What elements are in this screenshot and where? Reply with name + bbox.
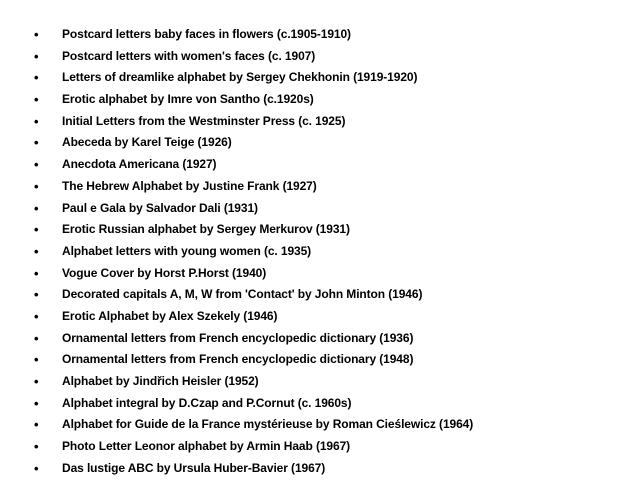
list-item: [34, 351, 473, 373]
list-item: [34, 200, 473, 222]
list-item: [34, 221, 473, 243]
list-item-text: Erotic alphabet by Imre von Santho (c.1920s): [62, 92, 314, 107]
list-item-text: Alphabet letters with young women (c. 1935): [62, 243, 312, 258]
list-item: [34, 69, 473, 91]
list-item: [34, 438, 473, 460]
bullet-icon: •: [34, 200, 39, 216]
bullet-icon: •: [34, 178, 39, 194]
list-item: [34, 156, 473, 178]
list-item: [34, 48, 473, 70]
bullet-icon: •: [34, 417, 39, 433]
list-item: [34, 113, 473, 135]
list-item: [34, 286, 473, 308]
list-item-text: Ornamental letters from French encyclopedic dictionary (1948): [62, 352, 414, 367]
bullet-icon: •: [34, 287, 39, 303]
list-item-text: Photo Letter Leonor alphabet by Armin Haab (1967): [62, 439, 351, 454]
bullet-icon: •: [34, 352, 39, 368]
list-item: [34, 91, 473, 113]
bullet-icon: •: [34, 135, 39, 151]
list-item: [34, 265, 473, 287]
list-item-text: Vogue Cover by Horst P.Horst (1940): [62, 265, 267, 280]
list-item-text: Paul e Gala by Salvador Dali (1931): [62, 200, 258, 215]
list-item: [34, 395, 473, 417]
list-item-text: Alphabet for Guide de la France mystérieuse by Roman Cieślewicz (1964): [62, 417, 474, 432]
list-item-text: Postcard letters with women's faces (c. 1907): [62, 48, 316, 63]
list-item: [34, 373, 473, 395]
bullet-icon: •: [34, 395, 39, 411]
list-item: [34, 134, 473, 156]
bullet-icon: •: [34, 113, 39, 129]
bullet-icon: •: [34, 70, 39, 86]
list-item-text: Alphabet by Jindřich Heisler (1952): [62, 374, 259, 388]
list-item-text: Das lustige ABC by Ursula Huber-Bavier (1967): [62, 460, 326, 475]
bullet-icon: •: [34, 243, 39, 259]
bullet-icon: •: [34, 265, 39, 281]
list-item: [34, 460, 473, 481]
list-item: [34, 243, 473, 265]
alphabet-bullet-list: [34, 26, 473, 481]
list-item: [34, 330, 473, 352]
list-item-text: Postcard letters baby faces in flowers (c.1905-1910): [62, 27, 351, 41]
bullet-icon: •: [34, 48, 39, 64]
list-item: [34, 308, 473, 330]
bullet-icon: •: [34, 439, 39, 455]
list-item: [34, 178, 473, 200]
list-item-text: Erotic Russian alphabet by Sergey Merkurov (1931): [62, 222, 350, 237]
list-item-text: The Hebrew Alphabet by Justine Frank (1927): [62, 178, 317, 193]
bullet-icon: •: [34, 374, 39, 389]
list-item: [34, 416, 473, 438]
list-item-text: Ornamental letters from French encyclopedic dictionary (1936): [62, 330, 414, 345]
list-item-text: Initial Letters from the Westminster Press (c. 1925): [62, 113, 346, 128]
list-item-text: Decorated capitals A, M, W from 'Contact' by John Minton (1946): [62, 287, 423, 302]
list-item-text: Anecdota Americana (1927): [62, 157, 217, 172]
list-item: [34, 26, 473, 48]
bullet-icon: •: [34, 92, 39, 108]
list-item-text: Erotic Alphabet by Alex Szekely (1946): [62, 308, 278, 323]
bullet-icon: •: [34, 308, 39, 324]
bullet-icon: •: [34, 27, 39, 42]
bullet-icon: •: [34, 222, 39, 238]
list-item-text: Alphabet integral by D.Czap and P.Cornut (c. 1960s): [62, 395, 352, 410]
bullet-icon: •: [34, 157, 39, 173]
list-item-text: Abeceda by Karel Teige (1926): [62, 135, 232, 150]
list-item-text: Letters of dreamlike alphabet by Sergey Chekhonin (1919-1920): [62, 70, 418, 85]
bullet-icon: •: [34, 460, 39, 476]
bullet-icon: •: [34, 330, 39, 346]
